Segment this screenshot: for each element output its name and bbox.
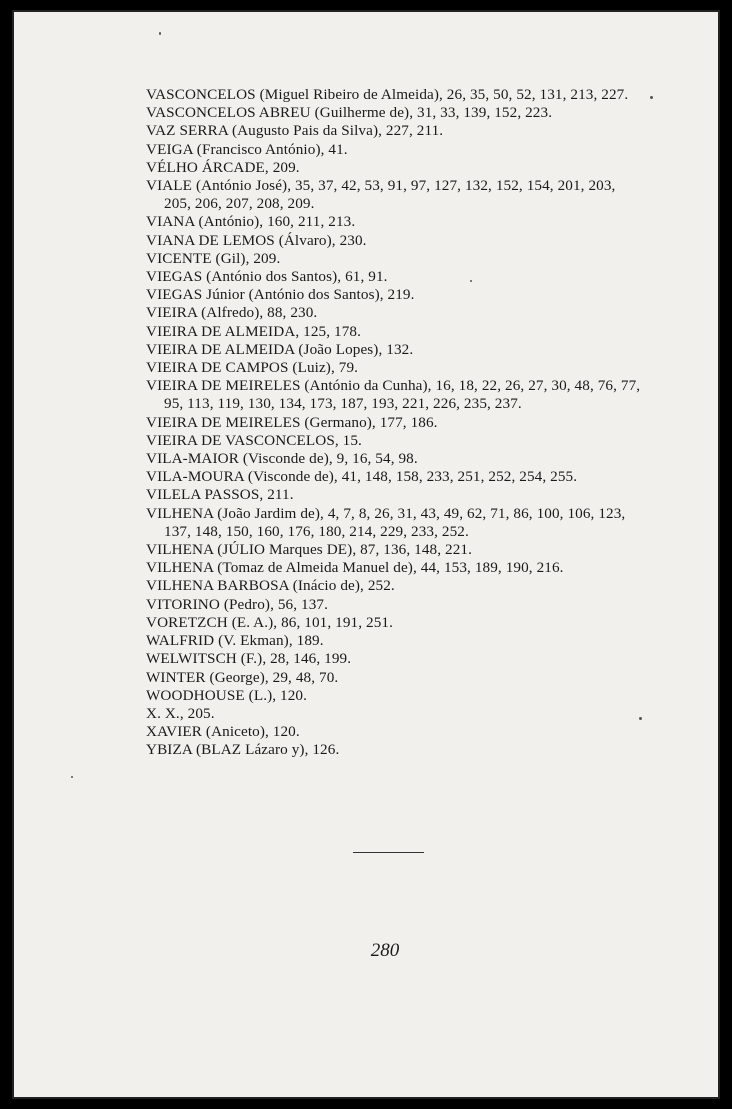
index-entry: VICENTE (Gil), 209. — [146, 249, 281, 267]
index-entry: VILHENA BARBOSA (Inácio de), 252. — [146, 577, 395, 595]
index-entry: VASCONCELOS ABREU (Guilherme de), 31, 33, 139, 152, 223. — [146, 104, 553, 122]
index-entry: VIEIRA DE ALMEIDA, 125, 178. — [146, 322, 361, 340]
index-entry: X. X., 205. — [146, 704, 215, 722]
index-entry: VIEGAS (António dos Santos), 61, 91. — [146, 268, 388, 286]
index-entry: VILELA PASSOS, 211. — [146, 486, 294, 504]
index-entry: VIANA (António), 160, 211, 213. — [146, 213, 356, 231]
index-entry: VILHENA (Tomaz de Almeida Manuel de), 44, 153, 189, 190, 216. — [146, 559, 564, 577]
index-entry: VITORINO (Pedro), 56, 137. — [146, 595, 329, 613]
speck — [650, 96, 653, 99]
page-number: 280 — [370, 940, 400, 961]
index-entry: XAVIER (Aniceto), 120. — [146, 723, 300, 741]
speck — [71, 776, 73, 778]
index-entry: VASCONCELOS (Miguel Ribeiro de Almeida), 26, 35, 50, 52, 131, 213, 227. — [146, 86, 629, 103]
index-entry: VIEIRA DE MEIRELES (Germano), 177, 186. — [146, 413, 438, 431]
index-entry: VIEIRA (Alfredo), 88, 230. — [146, 304, 318, 322]
index-entry: WELWITSCH (F.), 28, 146, 199. — [146, 650, 352, 668]
speck — [159, 32, 161, 35]
index-entry: YBIZA (BLAZ Lázaro y), 126. — [146, 741, 340, 759]
index-entry: VILHENA (JÚLIO Marques DE), 87, 136, 148, 221. — [146, 541, 473, 559]
index-entry: WINTER (George), 29, 48, 70. — [146, 668, 339, 686]
index-entry: VIEGAS Júnior (António dos Santos), 219. — [146, 286, 415, 304]
index-entry: VEIGA (Francisco António), 41. — [146, 140, 348, 158]
index-entry: VIEIRA DE VASCONCELOS, 15. — [146, 431, 362, 449]
index-entry: VILA-MAIOR (Visconde de), 9, 16, 54, 98. — [146, 450, 418, 468]
index-entry: VIEIRA DE MEIRELES (António da Cunha), 16, 18, 22, 26, 27, 30, 48, 76, 77, 95, 113, 119, 130, 134, 173, 187, 193, 221, 226, 235, 237. — [146, 377, 641, 413]
index-entry: VORETZCH (E. A.), 86, 101, 191, 251. — [146, 613, 394, 631]
index-entry: VAZ SERRA (Augusto Pais da Silva), 227, 211. — [146, 122, 444, 140]
index-entry: VIALE (António José), 35, 37, 42, 53, 91, 97, 127, 132, 152, 154, 201, 203, 205, 206, 207, 208, 209. — [146, 177, 616, 213]
index-entry: WALFRID (V. Ekman), 189. — [146, 632, 324, 650]
section-divider — [353, 852, 424, 853]
index-entry: VIEIRA DE CAMPOS (Luiz), 79. — [146, 359, 359, 377]
index-entry: WOODHOUSE (L.), 120. — [146, 686, 308, 704]
index-entry: VÉLHO ÁRCADE, 209. — [146, 158, 300, 176]
index-entry: VILA-MOURA (Visconde de), 41, 148, 158, 233, 251, 252, 254, 255. — [146, 468, 578, 486]
index-list — [146, 86, 646, 760]
index-entry: VIEIRA DE ALMEIDA (João Lopes), 132. — [146, 340, 414, 358]
index-entry: VIANA DE LEMOS (Álvaro), 230. — [146, 231, 367, 249]
index-entry: VILHENA (João Jardim de), 4, 7, 8, 26, 31, 43, 49, 62, 71, 86, 100, 106, 123, 137, 148, 150, 160, 176, 180, 214, 229, 233, 252. — [146, 504, 626, 540]
